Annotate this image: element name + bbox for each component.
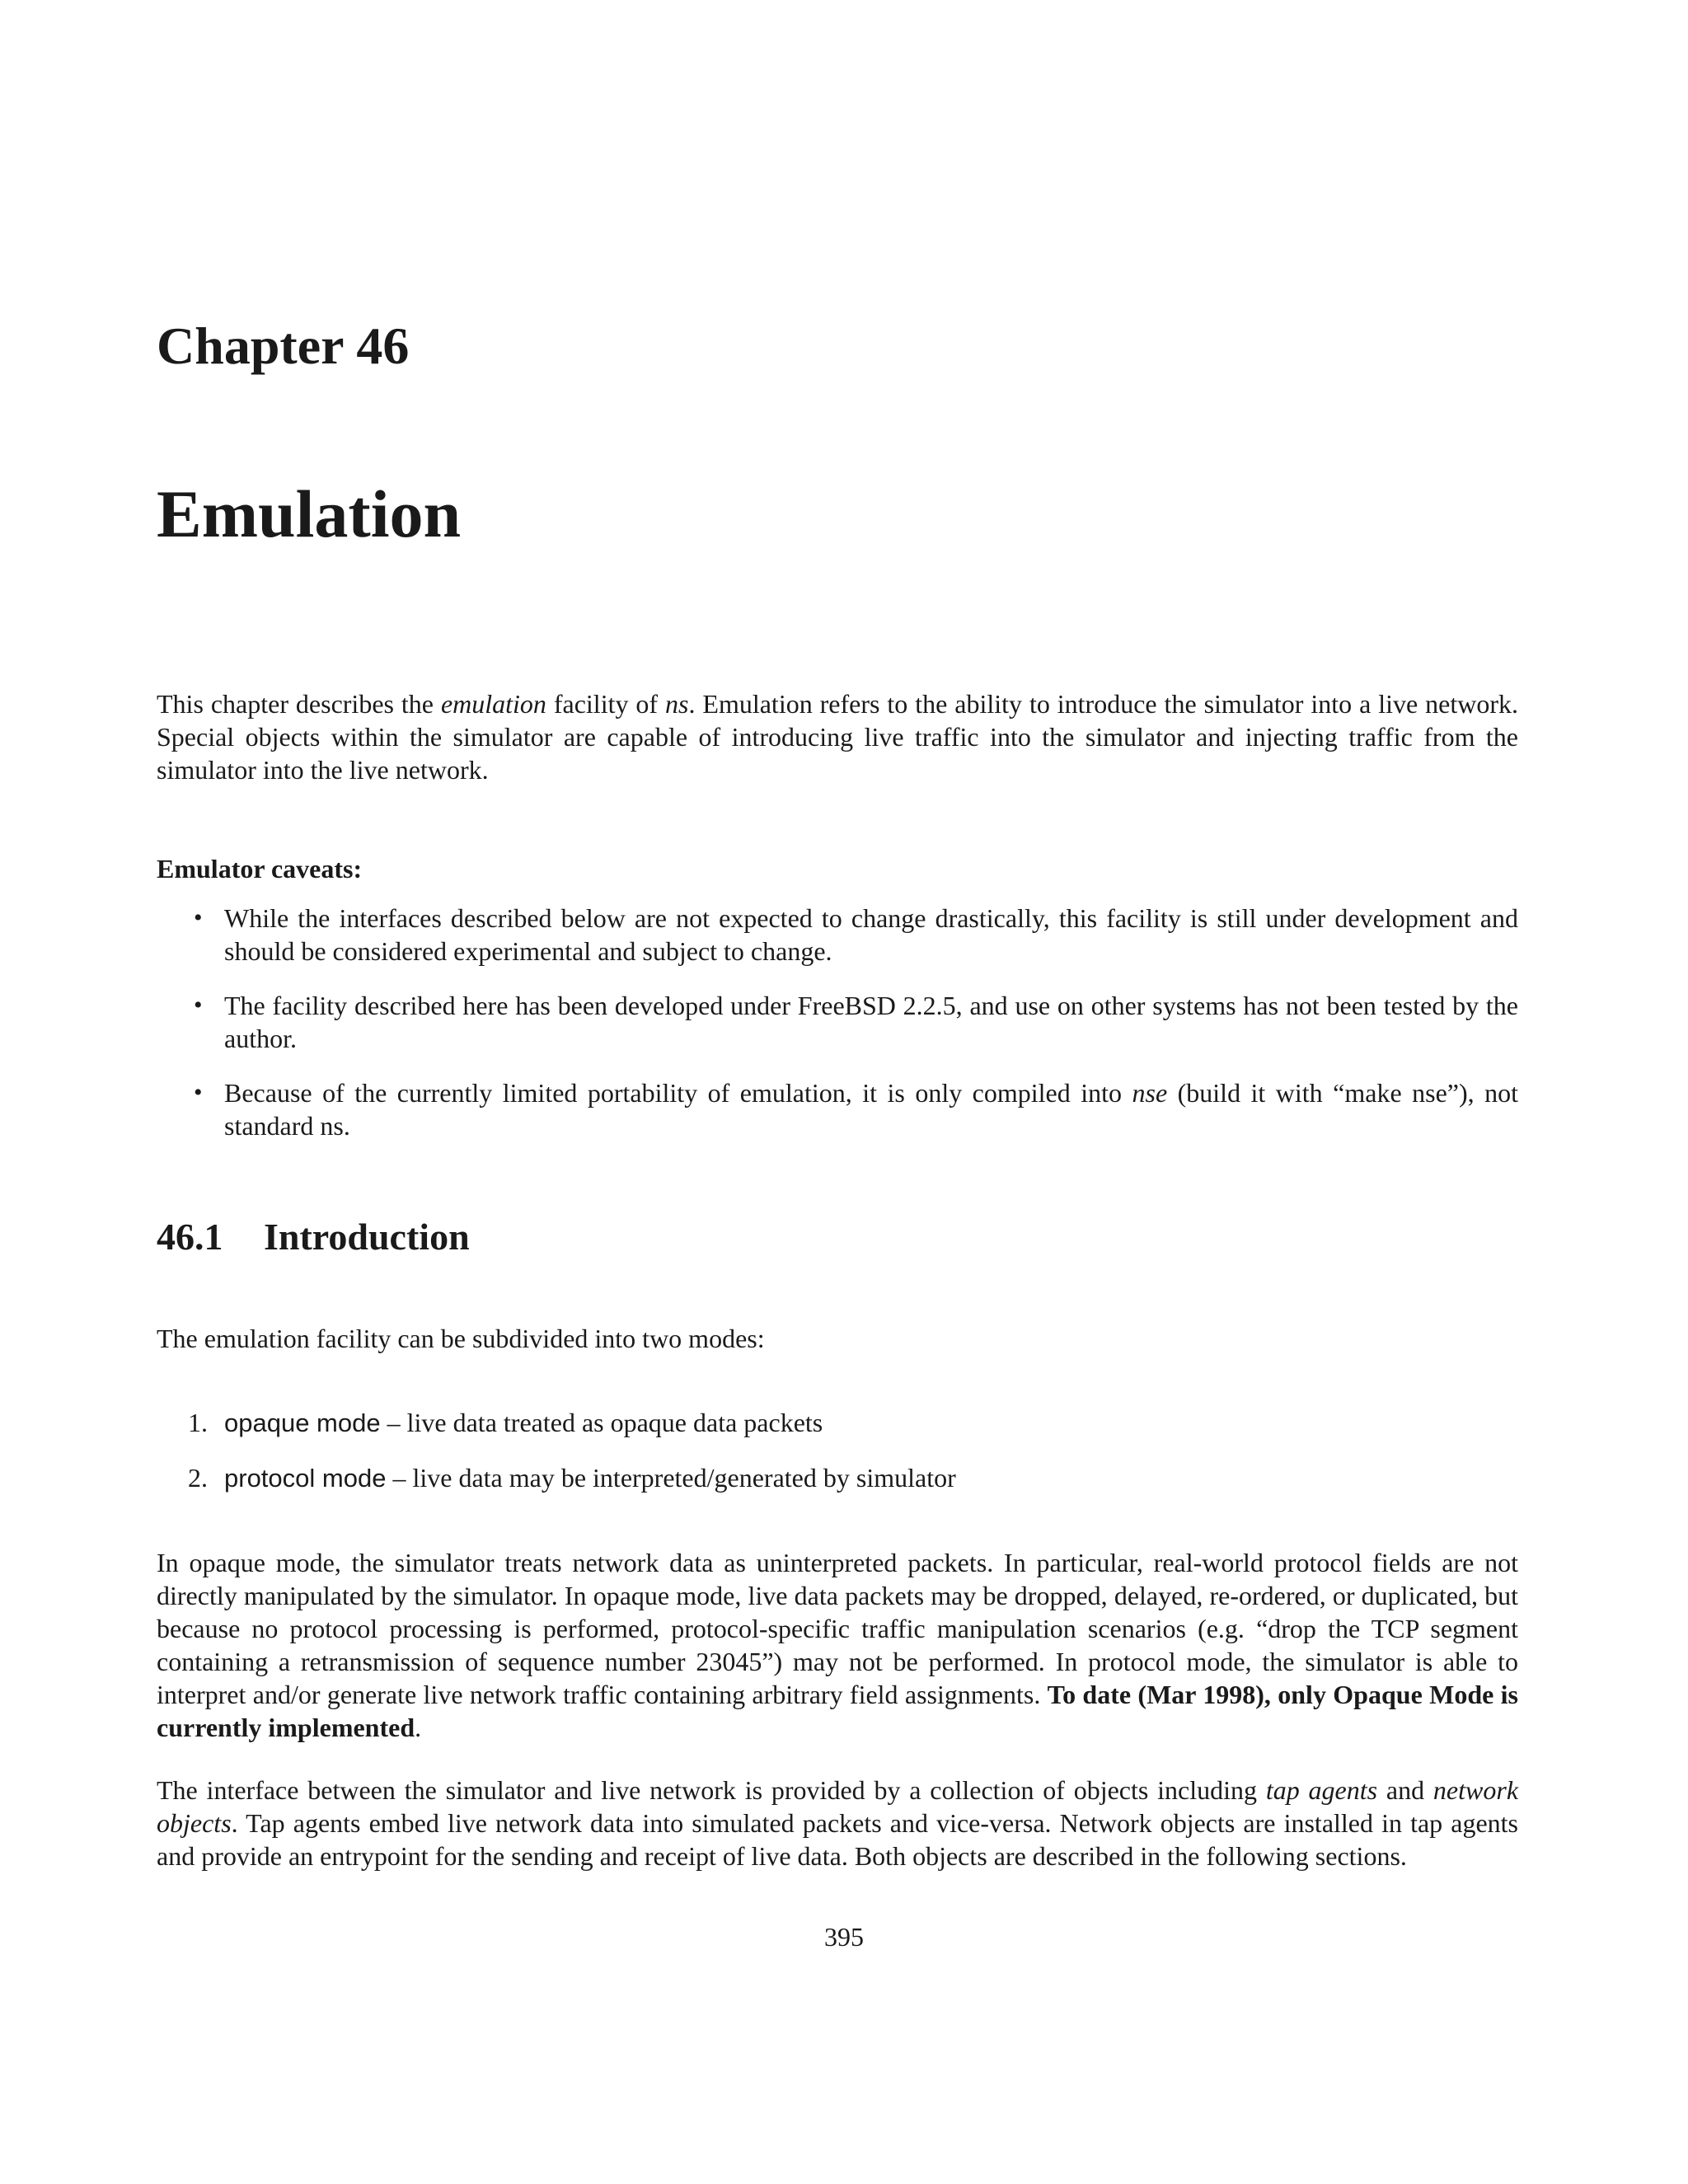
caveat-text: The facility described here has been developed under FreeBSD 2.2.5, and use on other systems has not been tested by the author. (224, 991, 1518, 1053)
caveat-text-1: Because of the currently limited portability of emulation, it is only compiled into (224, 1078, 1132, 1108)
interface-text-1: The interface between the simulator and live network is provided by a collection of objects including (157, 1775, 1266, 1805)
opaque-text: In opaque mode, the simulator treats network data as uninterpreted packets. In particular, real-world protocol fields are not directly manipulated by the simulator. In opaque mode, live data packets may be dropped, delayed, re-ordered, or duplicated, but because no protocol processing is performed, protocol-specific traffic manipulation scenarios (e.g. “drop the TCP segment containing a retransmission of sequence number 23045”) may not be performed. In protocol mode, the simulator is able to interpret and/or generate live network traffic containing arbitrary field assignments. (157, 1548, 1518, 1709)
chapter-title: Emulation (157, 476, 462, 551)
bullet-icon: • (194, 904, 203, 931)
page-number: 395 (824, 1922, 864, 1952)
section-title: Introduction (264, 1216, 470, 1258)
interface-text-3: . Tap agents embed live network data into simulated packets and vice-versa. Network objects are installed in tap agents and provide an entrypoint for the sending and receipt of live data. Both objects are described in the following sections. (157, 1808, 1518, 1871)
intro-text-2: facility of (546, 689, 666, 719)
caveats-list (157, 902, 1518, 1164)
caveat-text: While the interfaces described below are not expected to change drastically, this facility is still under development and should be considered experimental and subject to change. (224, 903, 1518, 966)
bullet-icon: • (194, 991, 203, 1019)
section-heading (157, 1218, 470, 1256)
section-number: 46.1 (157, 1216, 223, 1258)
intro-text-3: . Emulation refers to the ability to introduce the simulator into a live network. Special objects within the simulator are capable of introducing live traffic into the simulator and injecting traffic from the simulator into the live network. (157, 689, 1519, 785)
caveat-emphasis-nse: nse (1132, 1078, 1168, 1108)
mode-item (157, 1461, 1518, 1495)
modes-list (157, 1406, 1518, 1516)
caveat-item (157, 902, 1518, 968)
bullet-icon: • (194, 1079, 203, 1106)
mode-name: protocol mode (224, 1464, 387, 1493)
mode-number: 2. (188, 1463, 208, 1493)
mode-description: – live data may be interpreted/generated by simulator (386, 1463, 956, 1493)
caveats-heading: Emulator caveats: (157, 854, 363, 883)
intro-emphasis-emulation: emulation (440, 689, 546, 719)
chapter-number: Chapter 46 (157, 316, 410, 375)
opaque-end: . (415, 1713, 422, 1742)
interface-emphasis-network-objects: network objects (157, 1775, 1519, 1838)
interface-text-2: and (1377, 1775, 1433, 1805)
opaque-mode-paragraph (157, 1546, 1518, 1744)
intro-emphasis-ns: ns (665, 689, 689, 719)
modes-intro: The emulation facility can be subdivided into two modes: (157, 1324, 765, 1353)
mode-number: 1. (188, 1408, 208, 1437)
intro-text-1: This chapter describes the (157, 689, 441, 719)
caveat-text-2: (build it with “make nse”), not standard ns. (224, 1078, 1519, 1141)
mode-item (157, 1406, 1518, 1440)
intro-paragraph (157, 687, 1518, 786)
mode-description: – live data treated as opaque data packets (380, 1408, 823, 1437)
caveat-item (157, 989, 1518, 1055)
caveat-item (157, 1076, 1518, 1142)
opaque-bold-note: To date (Mar 1998), only Opaque Mode is currently implemented (157, 1680, 1518, 1742)
interface-paragraph (157, 1774, 1518, 1872)
mode-name: opaque mode (224, 1408, 381, 1437)
interface-emphasis-tap-agents: tap agents (1265, 1775, 1378, 1805)
